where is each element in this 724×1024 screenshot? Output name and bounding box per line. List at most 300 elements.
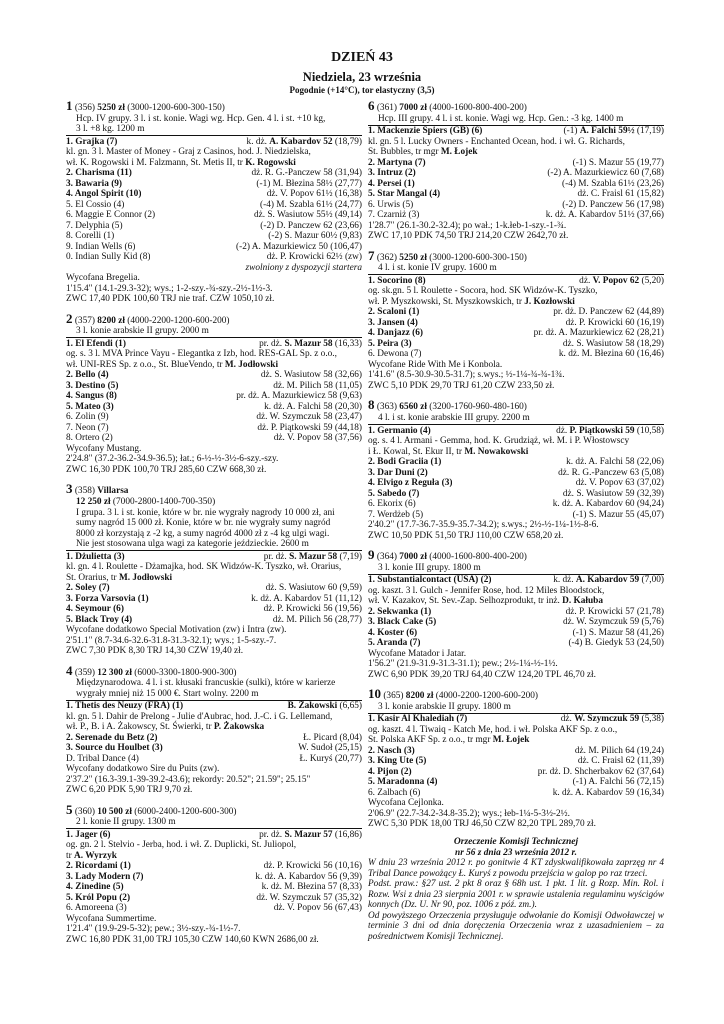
jockey-info: dż. S. Wasiutow 60 (9,59) [265,583,362,594]
horse-name: 6. Ekorix (6) [368,499,416,510]
jockey-info: Ł. Picard (8,04) [303,732,362,743]
placing-row [66,604,362,615]
horse-name: 8. Corelli (1) [66,231,115,242]
race-conditions: 3 l. konie arabskie II grupy. 1800 m [368,702,664,714]
winner-name: 1. Germanio (4) [368,425,431,436]
jockey-info: (-4) M. Szabla 61½ (23,26) [562,178,664,189]
commission-decision [368,837,664,942]
jockey-prefix: dż. [560,714,575,725]
jockey-info: pr. dż. D. Panczew 62 (44,89) [553,307,664,318]
jockey-info: W. Sudoł (25,15) [298,743,362,754]
jockey-info: (-2) S. Mazur 60½ (9,83) [268,231,362,242]
horse-name: 4. Zinedine (5) [66,882,124,893]
jockey-info: k. dż. M. Błezina 57 (8,33) [261,882,362,893]
race-block [66,99,362,305]
horse-name: 7. Werdżeb (5) [368,509,424,520]
winner-row [66,830,362,841]
winner-jockey [556,426,664,437]
race-conditions: wygrały mniej niż 15 000 €. Start wolny. 2200 m [66,689,362,701]
jockey-info: dż. P. Krowicki 57 (21,78) [565,606,664,617]
jockey-info: dż. P. Krowicki 56 (10,16) [263,861,362,872]
horse-name: 4. Sangus (8) [66,391,117,402]
page-date: Niedziela, 23 września [302,70,422,84]
winner-owner [66,360,362,371]
race-note: zwolniony z dyspozycji startera [245,262,362,273]
placing-row [66,179,362,190]
horse-name: 4. Seymour (6) [66,604,124,615]
race-conditions: I grupa. 3 l. i st. konie, które w br. nie wygrały nagrody 10 000 zł, ani [76,507,335,518]
horse-name: 6. Zalbach (6) [368,787,421,798]
race-id: (365) [383,691,404,702]
jockey-prefix: k. dż. [553,575,576,586]
jockey-info: (-1) M. Błezina 58½ (27,77) [256,178,362,189]
placing-row [368,210,664,221]
owner-text: wł. P., B. i A. Żakowscy, St. Świerki, tr [66,722,214,733]
placing-row [368,200,664,211]
jockey-info: dż. R. G.-Panczew 58 (31,94) [251,168,362,179]
winner-jockey [579,276,664,287]
trainer-name: J. Kozłowski [524,296,575,307]
owner-text: wł. K. Rogowski i M. Falzmann, St. Metis II, tr [66,157,246,168]
jockey-info: (-1) S. Mazur 55 (19,77) [572,157,664,168]
horse-name: 7. Delyphia (5) [66,220,123,231]
race-footer: Wycofane Ride With Me i Konbola. [368,359,503,370]
horse-name: 5. Star Mangal (4) [368,189,441,200]
winner-jockey [259,339,362,350]
winner-pedigree: kl. gn. 4 l. Roulette - Dżamajka, hod. SK Widzów-K. Tyszko, wł. Orarius, [66,562,342,573]
jockey-info: k. dż. A. Kabardov 56 (9,39) [255,871,362,882]
horse-name: 5. Sabedo (7) [368,488,420,499]
placing-row [368,756,664,767]
race-prize-split: (4000-2200-1200-600-200) [127,315,230,326]
race-block [66,803,362,946]
race-header [368,548,664,563]
race-conditions: Nie jest stosowana ulga wagi za kategorie jeździeckie. 2600 m [66,539,362,551]
placing-row [368,468,664,479]
placing-row [66,221,362,232]
race-id: (364) [376,552,397,563]
trainer-name: M. Jodłowski [118,572,173,583]
horse-name: 3. Destino (5) [66,380,119,391]
trainer-name: D. Kałuba [562,596,603,607]
winner-row [66,137,362,148]
race-footer: 1'15.4" (14.1-29.3-32); wys.; 1-2-szy.-¾-szy.-2½-1½-3. [66,283,273,294]
owner-text: i Ł. Kowal, St. Ekur II, tr [368,446,465,457]
horse-name: 2. Martyna (7) [368,157,426,168]
race-prize-split: (4000-1600-800-400-200) [429,552,527,563]
race-prize: 5250 zł [97,103,125,113]
winner-pedigree: og. s. 4 l. Armani - Gemma, hod. K. Grudziąż, wł. M. i P. Włostowscy [368,436,630,447]
jockey-info: (-1) S. Mazur 55 (45,07) [572,509,664,520]
race-prize: 12 300 zł [97,667,132,678]
race-footer: ZWC 7,30 PDK 8,30 TRJ 14,30 CZW 19,40 zł. [66,646,244,657]
horse-name: 5. Mateo (3) [66,401,114,412]
winner-pedigree: og. kaszt. 4 l. Tiwaiq - Katch Me, hod. i wł. Polska AKF Sp. z o.o., [368,724,618,735]
trainer-name: M. Łojek [492,735,530,746]
placing-row [66,583,362,594]
race-footer: Wycofane Matador i Jatar. [368,648,467,659]
race-footer: Wycofany Mustang. [66,443,142,454]
winner-pedigree: kl. gn. 5 l. Dahir de Prelong - Julie d'Aubrac, hod. J.-C. i G. Lellemand, [66,711,333,722]
owner-text: St. Bubbles, tr mgr [368,147,441,158]
race-footer: 2'06.9" (22.7-34.2-34.8-35.2); wys.; łeb-1¼-5-3½-2½. [368,808,570,819]
jockey-odds: (5,20) [639,275,664,286]
weather-conditions: Pogodnie (+14°C), tor elastyczny (3,5) [289,85,435,95]
race-block [66,664,362,796]
race-block [368,398,664,541]
race-footer: 2'24.8" (37.2-36.2-34.9-36.5); łat.; 6-½-½-3½-6-szy.-szy. [66,454,279,465]
horse-name: 3. Bawaria (9) [66,178,123,189]
jockey-info: pr. dż. A. Mazurkiewicz 58 (9,63) [236,391,362,402]
placing-row [368,638,664,649]
winner-pedigree: og. sk.gn. 5 l. Roulette - Socora, hod. SK Widzów-K. Tyszko, [368,286,598,297]
jockey-info: dż. P. Krowicki 56 (19,56) [263,604,362,615]
horse-name: 2. Ricordami (1) [66,861,131,872]
placing-row [66,200,362,211]
jockey-info: dż. W. Szymczuk 58 (23,47) [256,412,362,423]
race-conditions: 3 l. konie III grupy. 1800 m [368,563,664,575]
placing-row [368,349,664,360]
race-prize: 7000 zł [399,103,427,113]
race-number: 4 [66,662,73,678]
jockey-info: dż. M. Pilich 58 (11,05) [273,380,362,391]
race-prize-split: (4000-1600-800-400-200) [429,103,527,113]
jockey-prefix: (-1) [563,126,580,137]
jockey-info: k. dż. A. Falchi 58 (20,30) [264,401,362,412]
jockey-info: dż. M. Pilich 64 (19,24) [574,745,664,756]
placing-row [66,754,362,765]
winner-jockey [564,126,664,137]
placing-row [66,872,362,883]
jockey-info: dż. V. Popov 56 (67,43) [273,903,362,914]
race-conditions: Międzynarodowa. 4 l. i st. kłusaki francuskie (sulki), które w karierze [76,678,336,689]
race-footer: ZWC 10,50 PDK 51,50 TRJ 110,00 CZW 658,20 zł. [368,530,564,541]
placing-row [66,743,362,754]
race-prize: 10 500 zł [97,806,132,817]
jockey-name: A. Falchi 59½ [579,126,635,137]
winner-row [368,575,664,586]
race-footer: Wycofana Cejlonka. [368,798,444,809]
jockey-info: (-2) D. Panczew 56 (17,98) [562,199,664,210]
placing-row [66,381,362,392]
race-id: (358) [74,486,95,497]
race-prize-split: (7000-2800-1400-700-350) [110,497,216,508]
trainer-name: A. Wyrzyk [74,850,117,861]
jockey-odds: (17,19) [634,126,664,137]
jockey-name: P. Piątkowski 59 [569,425,635,436]
winner-name: 1. Substantialcontact (USA) (2) [368,575,492,586]
horse-name: 2. Bodi Graciia (1) [368,457,442,468]
jockey-prefix: pr. dż. [259,829,285,840]
placing-row [368,788,664,799]
placing-row [66,893,362,904]
race-footer: ZWC 6,20 PDK 5,90 TRJ 9,70 zł. [66,785,193,796]
jockey-info: k. dż. A. Kabardov 51 (11,12) [251,593,362,604]
horse-name: 5. El Cossio (4) [66,199,125,210]
placing-row [368,158,664,169]
winner-pedigree: kl. gn. 5 l. Lucky Owners - Enchanted Ocean, hod. i wł. G. Richards, [368,136,625,147]
jockey-info: k. dż. M. Błezina 60 (16,46) [558,349,664,360]
winner-jockey [288,701,362,712]
placing-row [66,433,362,444]
horse-name: D. Tribal Dance (4) [66,753,139,764]
winner-pedigree: kl. gn. 3 l. Master of Money - Graj z Casinos, hod. J. Niedzielska, [66,147,311,158]
jockey-info: dż. P. Piątkowski 59 (44,18) [257,422,362,433]
owner-text: wł. P. Myszkowski, St. Myszkowskich, tr [368,296,525,307]
horse-name: 8. Ortero (2) [66,433,113,444]
placing-row [66,615,362,626]
race-footer: Wycofany dodatkowo Sire du Puits (zw). [66,764,220,775]
commission-paragraph-3: Od powyższego Orzeczenia przysługuje odwołanie do Komisji Odwoławczej w terminie 3 dni od dnia doręczenia Orzeczenia wraz z uzasadnieniem – za pośrednictwem Komisji Technicznej. [368,910,664,942]
owner-text: wł. UNI-RES Sp. z o.o., St. BlueVendo, tr [66,359,225,370]
race-id: (357) [74,315,95,326]
winner-row [368,426,664,437]
race-id: (356) [74,103,95,113]
jockey-info: dż. R. G.-Panczew 63 (5,08) [558,467,664,478]
jockey-info: dż. C. Fraisl 62 (11,39) [577,756,664,767]
winner-name: 1. Jager (6) [66,829,111,840]
placing-row [368,489,664,500]
placing-row [66,882,362,893]
winner-row [66,339,362,350]
trainer-name: P. Żakowska [213,722,265,733]
jockey-info: dż. S. Wasiutow 58 (32,66) [260,370,362,381]
winner-name: 1. El Efendi (1) [66,338,126,349]
placing-row [66,210,362,221]
placing-row [66,412,362,423]
race-footer: ZWC 17,10 PDK 74,50 TRJ 214,20 CZW 2642,70 zł. [368,231,569,242]
owner-text: St. Orarius, tr [66,572,119,583]
race-block [66,312,362,476]
race-conditions: sumy nagród 15 000 zł. Konie, które w br. nie wygrały sumy nagród [76,518,331,529]
winner-name: 1. Dżulietta (3) [66,551,125,562]
winner-owner [66,158,362,169]
placing-row [66,242,362,253]
horse-name: 2. Serenade du Betz (2) [66,732,158,743]
jockey-info: dż. V. Popov 58 (37,56) [273,433,362,444]
placing-row [368,179,664,190]
placing-row [368,746,664,757]
race-footer: ZWC 5,30 PDK 18,00 TRJ 46,50 CZW 82,20 TPL 289,70 zł. [368,819,596,830]
horse-name: 2. Soley (7) [66,583,110,594]
horse-name: 2. Charisma (11) [66,168,132,179]
horse-name: 3. Black Cake (5) [368,617,437,628]
race-header [66,803,362,818]
jockey-name: S. Mazur 58 [284,338,333,349]
race-footer: ZWC 6,90 PDK 39,20 TRJ 64,40 CZW 124,20 TPL 46,70 zł. [368,669,596,680]
horse-name: 6. Maggie E Connor (2) [66,210,156,221]
winner-jockey [561,714,664,725]
winner-row [368,126,664,137]
winner-owner [66,722,362,733]
winner-owner [368,735,664,746]
jockey-info: dż. W. Szymczuk 59 (5,76) [563,617,664,628]
horse-name: 3. Dar Duni (2) [368,467,428,478]
jockey-info: (-2) A. Mazurkiewicz 60 (7,68) [547,168,664,179]
race-conditions: 8000 zł korzystają z -2 kg, a sumy nagród 4000 zł z -4 kg ulgi wagi. [76,528,330,539]
placing-row [368,307,664,318]
commission-title: Orzeczenie Komisji Technicznej [453,836,579,847]
race-conditions: 2 l. konie II grupy. 1300 m [66,817,362,829]
winner-name: 1. Socorino (8) [368,275,426,286]
jockey-info: dż. M. Pilich 56 (28,77) [272,614,362,625]
race-conditions: 4 l. i st. konie arabskie III grupy. 2200 m [368,413,664,425]
race-header [66,312,362,327]
horse-name: 3. Forza Varsovia (1) [66,593,149,604]
horse-name: 6. Amoreena (3) [66,903,127,914]
race-footer: ZWC 16,30 PDK 100,70 TRJ 285,60 CZW 668,30 zł. [66,464,267,475]
jockey-info: k. dż. A. Falchi 58 (22,06) [566,457,664,468]
race-header [66,482,362,497]
race-conditions: 3 l. konie arabskie II grupy. 2000 m [66,326,362,338]
horse-name: 6. Dewona (7) [368,349,422,360]
jockey-info: (-4) B. Giedyk 53 (24,50) [568,638,664,649]
horse-name: 7. Neon (7) [66,422,109,433]
winner-pedigree: og. gn. 2 l. Stelvio - Jerba, hod. i wł. Z. Duplicki, St. Juliopol, [66,840,297,851]
jockey-info: dż. W. Szymczuk 57 (35,32) [256,892,362,903]
race-number: 2 [66,310,73,326]
jockey-name: B. Żakowski [287,701,338,712]
placing-row [66,594,362,605]
placing-row [368,339,664,350]
race-number: 8 [368,397,375,413]
jockey-name: A. Kabardov 59 [575,575,640,586]
winner-name: 1. Grajka (7) [66,136,118,147]
race-footer: 1'41.6" (8.5-30.9-30.5-31.7); s.wys.; ½-1¼-¾-¾-1¾. [368,370,565,381]
placing-row [368,617,664,628]
race-prize: 12 250 zł [76,497,111,508]
trainer-name: M. Jodłowski [224,359,279,370]
winner-pedigree: og. s. 3 l. MVA Prince Vayu - Elegantka z Izb, hod. RES-GAL Sp. z o.o., [66,349,337,360]
jockey-prefix: pr. dż. [259,338,285,349]
jockey-info: k. dż. A. Kabardov 59 (16,34) [552,787,664,798]
race-header [66,664,362,679]
placing-row [66,423,362,434]
jockey-info: k. dż. A. Kabardov 60 (94,24) [552,499,664,510]
race-conditions: 4 l. i st. konie IV grupy. 1600 m [368,263,664,275]
jockey-odds: (5,38) [639,714,664,725]
horse-name: 5. Król Popu (2) [66,892,131,903]
placing-row [368,510,664,521]
winner-row [66,552,362,563]
race-footer: ZWC 17,40 PDK 100,60 TRJ nie traf. CZW 1050,10 zł. [66,294,275,305]
horse-name: 3. Jansen (4) [368,317,418,328]
jockey-prefix: dż. [579,275,593,286]
winner-owner [368,596,664,607]
trainer-name: K. Rogowski [245,157,296,168]
race-footer: Wycofana Summertime. [66,913,157,924]
placing-row [368,328,664,339]
jockey-odds: (6,65) [337,701,362,712]
trainer-name: M. Nowakowski [464,446,529,457]
jockey-name: S. Mazur 57 [284,829,333,840]
race-prize: 8200 zł [97,315,125,326]
jockey-odds: (16,86) [332,829,362,840]
jockey-info: (-2) A. Mazurkiewicz 50 (106,47) [236,241,362,252]
race-prize-split: (3200-1760-960-480-160) [429,402,527,413]
jockey-prefix: dż. [556,425,570,436]
page-title: DZIEŃ 43 [331,50,393,65]
horse-name: 3. Source du Houlbet (3) [66,743,163,754]
placing-row [66,189,362,200]
race-footer: 1'56.2" (21.9-31.9-31.3-31.1); pew.; 2½-1¼-½-1½. [368,659,558,670]
horse-name: 9. Indian Wells (6) [66,241,136,252]
placing-row [66,370,362,381]
race-prize-line [66,497,362,508]
placing-row [368,499,664,510]
horse-name: 4. Pijon (2) [368,766,412,777]
jockey-odds: (10,58) [634,425,664,436]
race-prize-split: (3000-1200-600-300-150) [127,103,225,113]
race-prize: 5250 zł [399,252,427,263]
placing-row [368,457,664,468]
winner-jockey [247,137,362,148]
jockey-info: dż. S. Wasiutow 59 (32,39) [562,488,664,499]
race-header [368,398,664,413]
horse-name: 6. Urwis (5) [368,199,414,210]
race-conditions: Hcp. IV grupy. 3 l. i st. konie. Wagi wg. Hcp. Gen. 4 l. i st. +10 kg, [76,113,326,124]
race-name: Villarsa [97,486,129,497]
jockey-odds: (7,00) [639,575,664,586]
placing-row [368,777,664,788]
jockey-info: dż. S. Wasiutow 58 (18,29) [562,338,664,349]
horse-name: 6. Zolin (9) [66,412,109,423]
winner-owner [66,851,362,862]
jockey-info: (-4) M. Szabla 61½ (24,77) [260,199,362,210]
race-number: 9 [368,547,375,563]
race-number: 6 [368,98,375,113]
race-footer: 2'51.1" (8.7-34.6-32.6-31.8-31.3-32.1); wys.; 1-5-szy.-7. [66,635,277,646]
winner-owner [368,147,664,158]
jockey-info: k. dż. A. Kabardov 51½ (37,66) [545,210,664,221]
placing-row [66,861,362,872]
placing-row [66,252,362,263]
jockey-prefix: pr. dż. [263,551,290,562]
horse-name: 4. Elvigo z Reguła (3) [368,478,453,489]
commission-paragraph-1: W dniu 23 września 2012 r. po gonitwie 4 KT zdyskwalifikowała zaprzęg nr 4 Tribal Dance powożący Ł. Kuryś z powodu przejścia w galop po raz trzeci. [368,858,664,879]
placing-row [66,402,362,413]
race-id: (361) [376,103,397,113]
race-footer: ZWC 16,80 PDK 31,00 TRJ 105,30 CZW 140,60 KWN 2686,00 zł. [66,934,319,945]
race-prize: 8200 zł [405,691,434,702]
jockey-info: pr. dż. A. Mazurkiewicz 62 (28,21) [533,328,664,339]
race-id: (362) [376,252,397,263]
jockey-info: Ł. Kuryś (20,77) [299,753,362,764]
owner-text: wł. V. Kazakov, St. Sev.-Zap. Selhozprodukt, tr inż. [368,596,563,607]
race-footer: 2'37.2" (16.3-39.1-39-39.2-43.6); rekordy: 20.52"; 21.59"; 25.15" [66,774,311,785]
winner-owner [368,297,664,308]
placing-row [368,607,664,618]
jockey-name: V. Popov 62 [592,275,640,286]
winner-name: 1. Mackenzie Spiers (GB) (6) [368,126,483,137]
race-block [368,687,664,830]
placing-row [368,318,664,329]
race-number: 3 [66,481,73,497]
race-prize: 7000 zł [399,552,427,563]
winner-name: 1. Thetis des Neuzy (FRA) (1) [66,701,184,712]
right-races [368,99,664,830]
winner-pedigree: og. kaszt. 3 l. Gulch - Jennifer Rose, hod. 12 Miles Bloodstock, [368,585,605,596]
placing-row [66,903,362,914]
race-id: (360) [74,806,95,817]
race-header [368,99,664,114]
jockey-odds: (18,79) [332,136,362,147]
jockey-info: dż. P. Krowicki 60 (16,19) [565,317,664,328]
horse-name: 2. Sekwanka (1) [368,606,432,617]
horse-name: 3. King Ute (5) [368,756,427,767]
horse-name: 5. Black Troy (4) [66,614,133,625]
owner-text: St. Polska AKF Sp. z o.o., tr mgr [368,735,493,746]
